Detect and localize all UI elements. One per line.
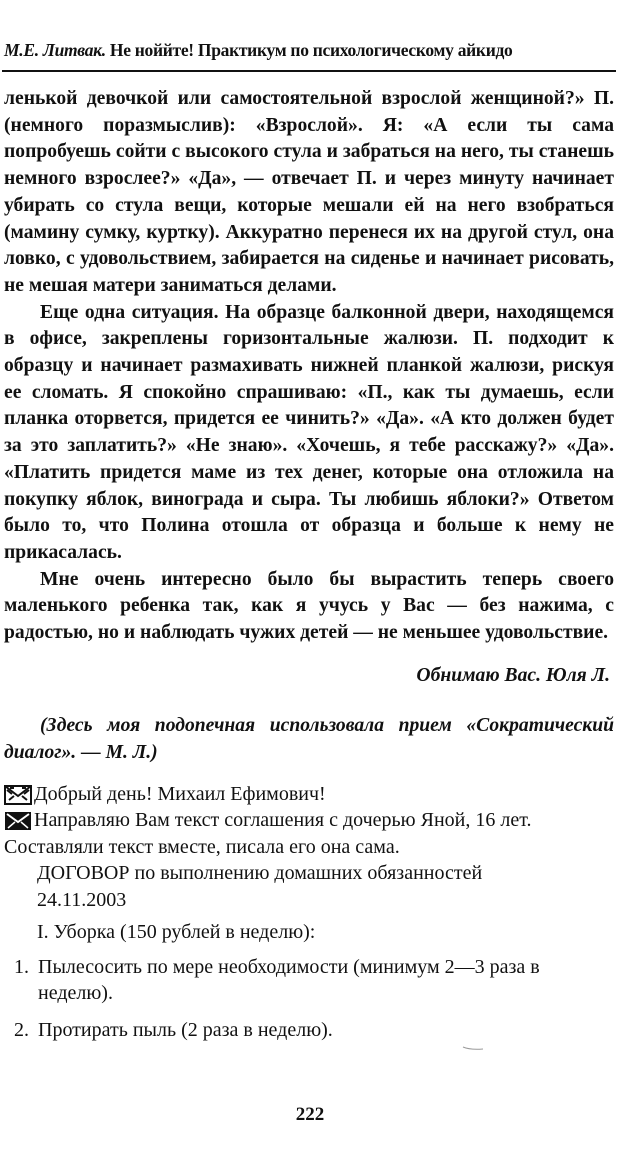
contract-date: 24.11.2003: [37, 888, 127, 911]
letter-intro-line: [4, 807, 614, 834]
letter-envelope-icon: [4, 784, 32, 806]
contract-item-text: Протирать пыль (2 раза в неделю).: [38, 1018, 333, 1041]
letter-greeting: Добрый день! Михаил Ефимович!: [34, 782, 326, 805]
paragraph-balcony-door: Еще одна ситуация. На образце балконной двери, находящемся в офисе, закреплены горизонтальные жалюзи. П. подходит к образцу и начинает размахивать нижней планкой жалюзи, рискуя ее сломать. Я спокойно спрашиваю: «П., как ты думаешь, если планка оторвется, придется ее чинить?» «Да». «А кто должен будет за это заплатить?» «Не знаю». «Хочешь, я тебе расскажу?» «Да». «Платить придется маме из тех денег, которые она отложила на покупку яблок, винограда и сыра. Ты любишь яблоки?» Ответом было то, что Полина отошла от образца и больше к нему не прикасалась.: [4, 301, 614, 563]
contract-title: ДОГОВОР по выполнению домашних обязанностей: [37, 862, 483, 885]
paragraph-raising-child: Мне очень интересно было бы вырастить теперь своего маленького ребенка так, как я учусь у Вас — без нажима, с радостью, но и наблюдать чужих детей — не меньшее удовольствие.: [4, 568, 614, 644]
letter-envelope-icon-2: [4, 810, 32, 832]
contract-item-number: 1.: [14, 955, 29, 978]
contract-item: [4, 954, 614, 1007]
letter-intro-1: Направляю Вам текст соглашения с дочерью Яной, 16 лет.: [34, 809, 532, 832]
contract-section: I. Уборка (150 рублей в неделю):: [37, 921, 316, 944]
contract-item-number: 2.: [14, 1018, 29, 1041]
running-head-title: Не ноййте! Практикум по психологическому айкидо: [109, 40, 513, 60]
paragraph-continuation: ленькой девочкой или самостоятельной взрослой женщиной?» П. (немного поразмыслив): «Взрослой». Я: «А если ты сама попробуешь сойти с высокого стула и забраться на него, ты станешь немного взрослее?» «Да», — отвечает П. и через минуту начинает убирать со стула вещи, которые мешали ей на него взобраться (мамину сумку, куртку). Аккуратно перенеся их на другой стул, она ловко, с удовольствием, забирается на сиденье и начинает рисовать, не мешая матери заниматься делами.: [4, 88, 614, 296]
body-text: [4, 86, 614, 1043]
contract-item-text: Пылесосить по мере необходимости (минимум 2—3 раза в неделю).: [38, 955, 540, 1005]
letter-signature: Обнимаю Вас. Юля Л.: [416, 664, 610, 686]
contract-item: [4, 1017, 614, 1044]
author-note: (Здесь моя подопечная использовала прием «Сократический диалог». — М. Л.): [4, 715, 614, 764]
second-letter: [4, 781, 614, 1044]
pencil-mark: [462, 1045, 484, 1051]
letter-greeting-line: [4, 781, 614, 808]
page-number: 222: [295, 1104, 325, 1125]
running-head: [4, 40, 616, 61]
header-rule: [2, 70, 616, 72]
letter-intro-2: Составляли текст вместе, писала его она сама.: [4, 835, 400, 858]
running-head-author: М.Е. Литвак.: [4, 40, 106, 60]
